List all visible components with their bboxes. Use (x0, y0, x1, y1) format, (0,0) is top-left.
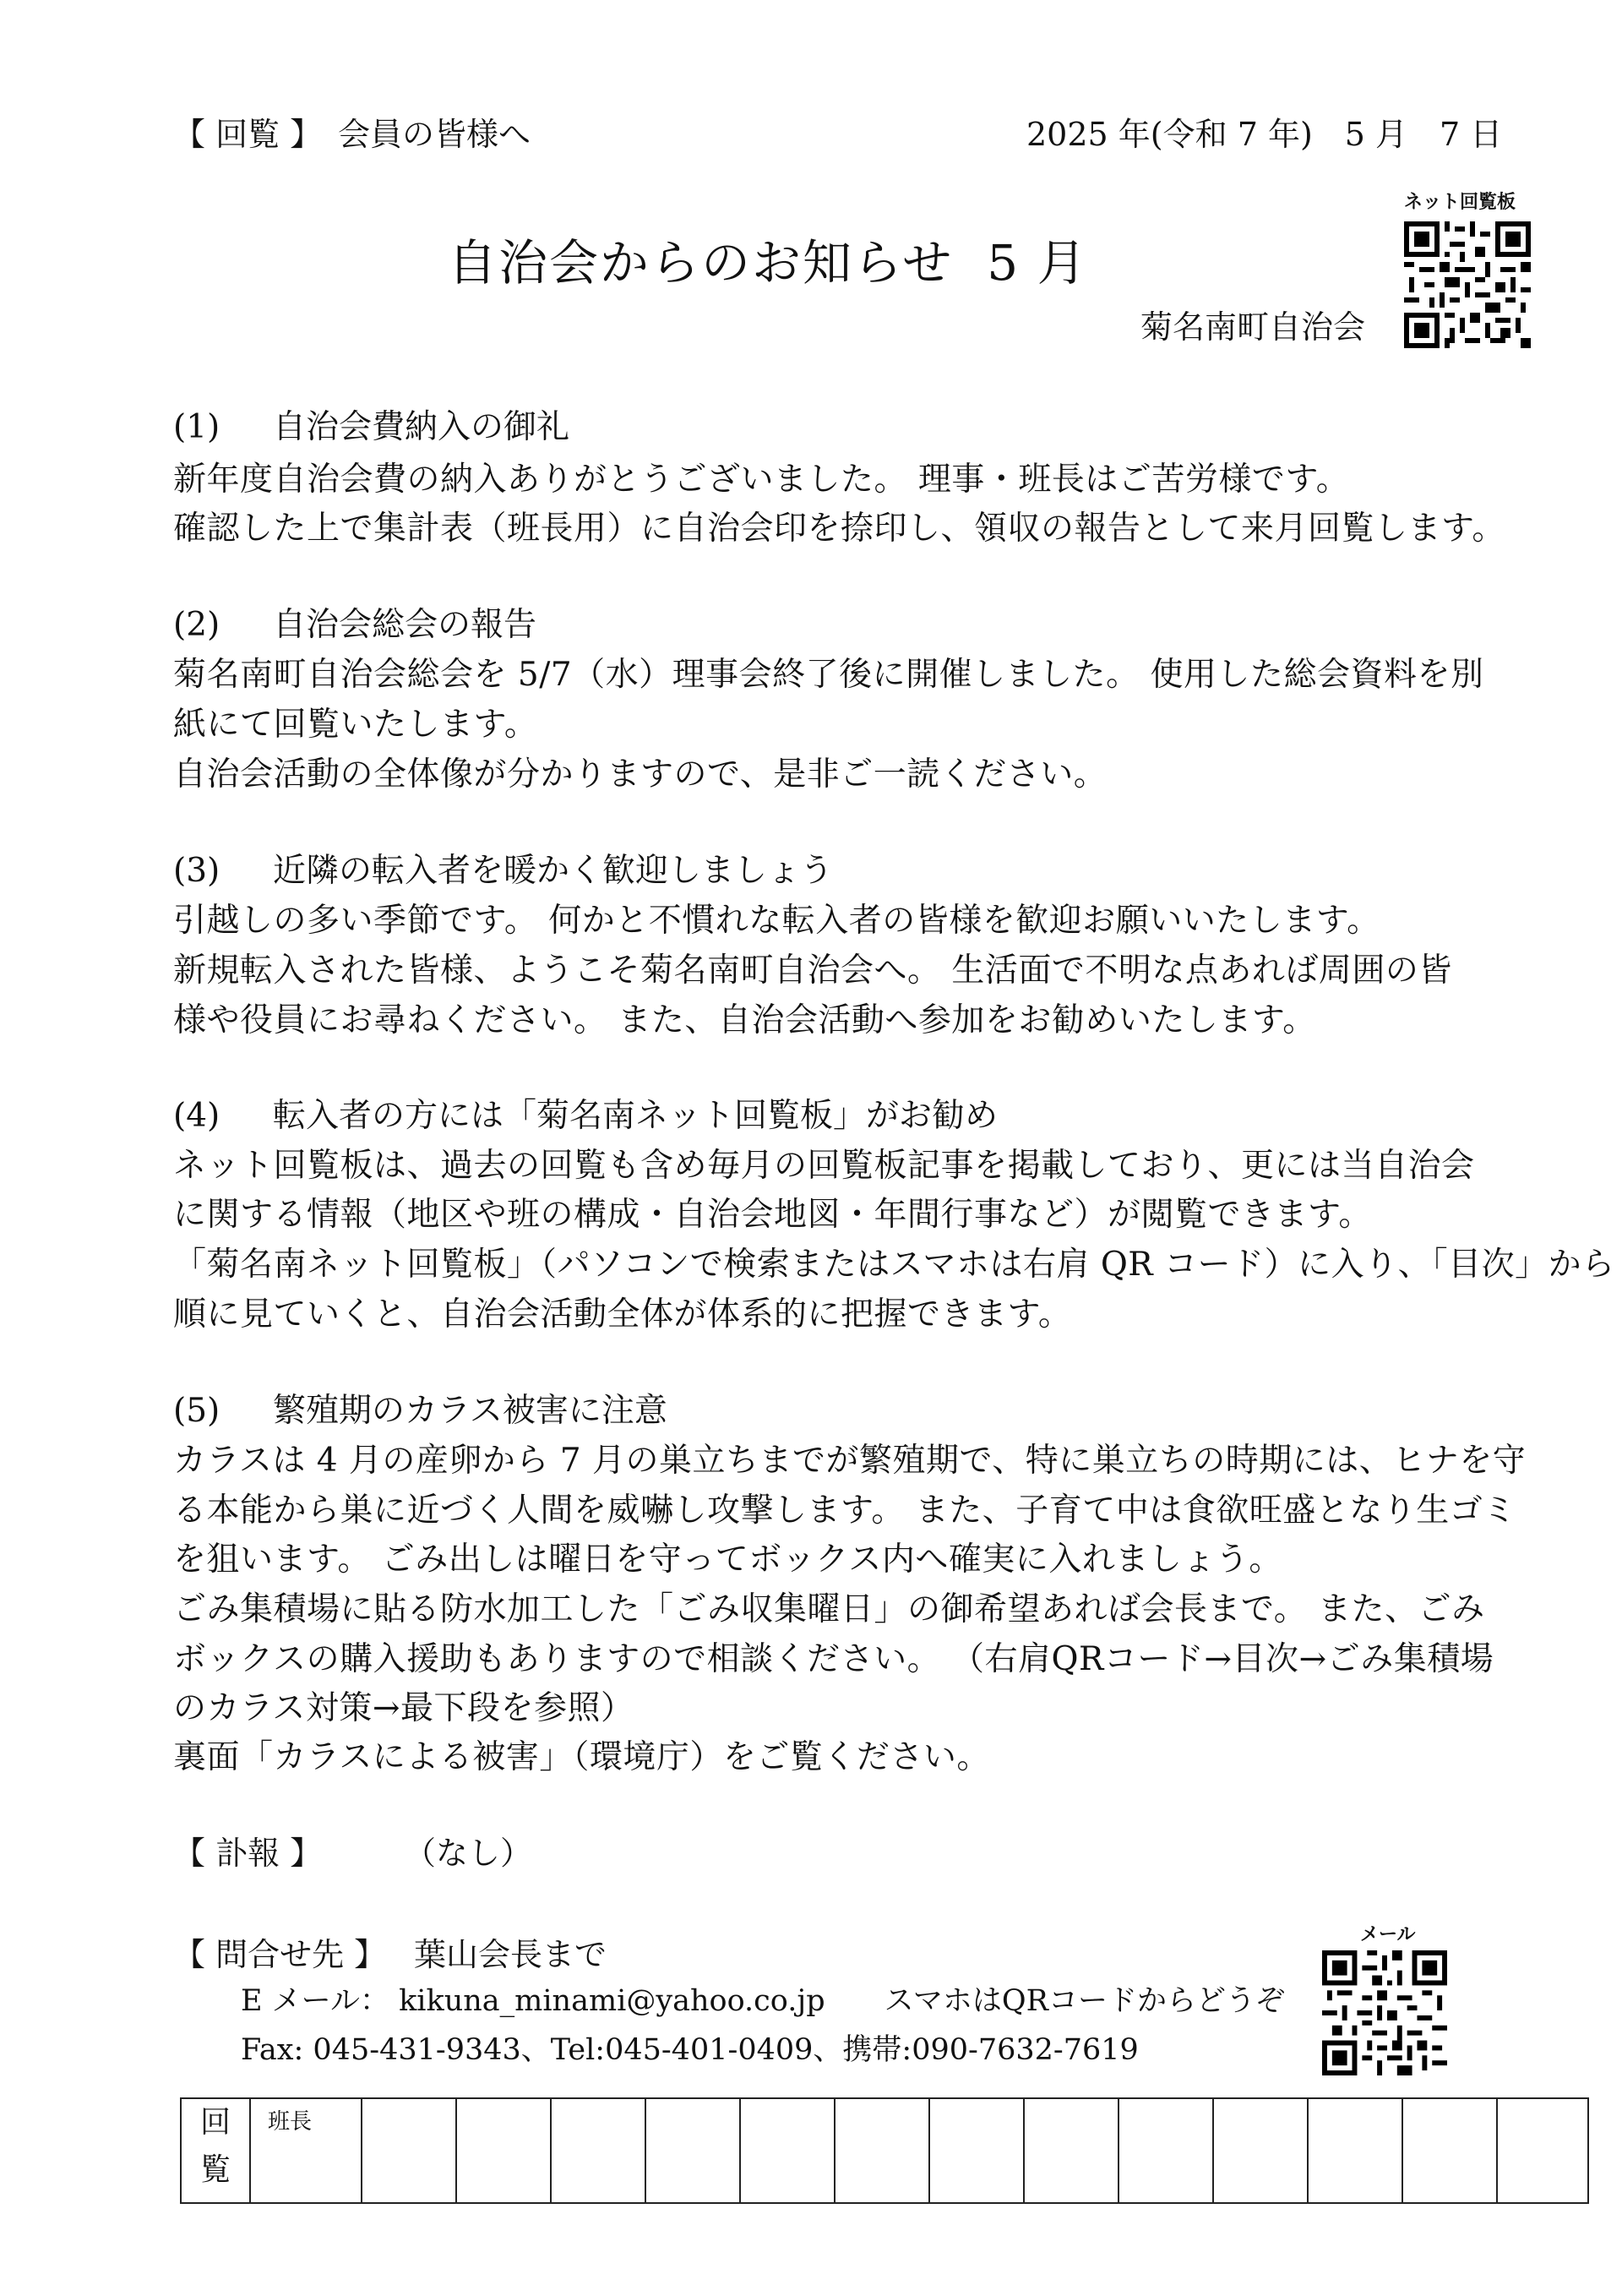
circulation-table (180, 2097, 1589, 2204)
section-3-line: 様や役員にお尋ねください。 また、自治会活動へ参加をお勧めいたします。 (173, 1001, 1316, 1039)
stamp-cell[interactable] (1308, 2098, 1402, 2203)
contact-person: 葉山会長まで (414, 1936, 607, 1973)
section-5-line: ボックスの購入援助もありますので相談ください。 （右肩QRコード→目次→ごみ集積場 (173, 1640, 1494, 1678)
section-title: 自治会費納入の御礼 (273, 408, 570, 446)
organization-name: 菊名南町自治会 (1140, 308, 1366, 346)
section-3-heading (173, 844, 833, 892)
circulation-head-cell (181, 2098, 250, 2203)
document-date: 2025 年(令和 7 年) 5 月 7 日 (1026, 116, 1503, 153)
section-number: (5) (173, 1392, 220, 1430)
contact-label: 【 問合せ先 】 (173, 1936, 387, 1973)
section-number: (1) (173, 408, 220, 446)
section-1-line: 確認した上で集計表（班長用）に自治会印を捺印し、領収の報告として来月回覧します。 (173, 510, 1505, 548)
circulation-head-char: 覧 (199, 2152, 231, 2187)
stamp-cell[interactable] (456, 2098, 551, 2203)
stamp-cell[interactable] (740, 2098, 835, 2203)
page-title-month: 5 月 (987, 234, 1088, 292)
stamp-cell[interactable] (362, 2098, 456, 2203)
stamp-cell[interactable] (645, 2098, 740, 2203)
circular-tag: 【 回覧 】 (173, 116, 323, 153)
obituary-value: （なし） (404, 1835, 533, 1872)
section-5-line: カラスは 4 月の産卵から 7 月の巣立ちまでが繁殖期で、特に巣立ちの時期には、ヒナを守 (173, 1442, 1527, 1480)
circulation-head-char: 回 (199, 2105, 231, 2140)
section-5-line: のカラス対策→最下段を参照） (173, 1689, 634, 1727)
stamp-cell[interactable] (1213, 2098, 1308, 2203)
page-title-main: 自治会からのお知らせ (448, 234, 954, 292)
circulation-head-label (182, 2099, 249, 2194)
addressee: 会員の皆様へ (338, 116, 531, 153)
section-3-line: 引越しの多い季節です。 何かと不慣れな転入者の皆様を歓迎お願いいたします。 (173, 902, 1380, 940)
qr-top-label: ネット回覧板 (1404, 192, 1516, 213)
stamp-cell[interactable] (1024, 2098, 1119, 2203)
section-2-line: 自治会活動の全体像が分かりますので、是非ご一読ください。 (173, 755, 1108, 794)
section-number: (2) (173, 606, 220, 644)
section-2-line: 菊名南町自治会総会を 5/7（水）理事会終了後に開催しました。 使用した総会資料を別 (173, 656, 1484, 694)
section-2-heading (173, 598, 536, 646)
stamp-cell[interactable] (551, 2098, 645, 2203)
section-5-line: る本能から巣に近づく人間を威嚇し攻撃します。 また、子育て中は食欲旺盛となり生ゴミ (173, 1492, 1516, 1530)
qr-code-icon[interactable] (1404, 221, 1531, 348)
section-4-line: 「菊名南ネット回覧板」（パソコンで検索またはスマホは右肩 QR コード）に入り、「目次」から (173, 1246, 1615, 1284)
stamp-cell[interactable] (1497, 2098, 1588, 2203)
section-number: (4) (173, 1097, 220, 1135)
qr-bottom-label: メール (1360, 1924, 1416, 1945)
section-number: (3) (173, 852, 220, 890)
section-title: 自治会総会の報告 (273, 606, 537, 644)
section-title: 繁殖期のカラス被害に注意 (273, 1392, 667, 1430)
section-1-line: 新年度自治会費の納入ありがとうございました。 理事・班長はご苦労様です。 (173, 461, 1350, 499)
stamp-cell[interactable] (835, 2098, 929, 2203)
section-5-heading (173, 1384, 667, 1432)
group-leader-cell[interactable]: 班長 (250, 2098, 362, 2203)
section-5-line: 裏面「カラスによる被害」（環境庁）をご覧ください。 (173, 1738, 990, 1776)
section-title: 転入者の方には「菊名南ネット回覧板」がお勧め (273, 1097, 999, 1135)
section-2-line: 紙にて回覧いたします。 (173, 706, 538, 744)
section-3-line: 新規転入された皆様、ようこそ菊名南町自治会へ。 生活面で不明な点あれば周囲の皆 (173, 952, 1452, 990)
stamp-cell[interactable] (929, 2098, 1024, 2203)
contact-email-line[interactable]: E メール： kikuna_minami@yahoo.co.jp スマホはQRコードからどうぞ (241, 1984, 1285, 2018)
table-row (181, 2098, 1588, 2203)
section-1-heading (173, 401, 569, 448)
page-title (448, 223, 1088, 294)
section-5-line: ごみ集積場に貼る防水加工した「ごみ収集曜日」の御希望あれば会長まで。 また、ごみ (173, 1590, 1485, 1628)
stamp-cell[interactable] (1119, 2098, 1213, 2203)
section-4-line: 順に見ていくと、自治会活動全体が体系的に把握できます。 (173, 1295, 1072, 1333)
stamp-cell[interactable] (1402, 2098, 1497, 2203)
section-4-line: ネット回覧板は、過去の回覧も含め毎月の回覧板記事を掲載しており、更には当自治会 (173, 1147, 1475, 1185)
contact-phone-line: Fax: 045-431-9343、Tel:045-401-0409、携帯:090-7632-7619 (241, 2033, 1139, 2067)
section-4-line: に関する情報（地区や班の構成・自治会地図・年間行事など）が閲覧できます。 (173, 1196, 1372, 1234)
section-4-heading (173, 1089, 998, 1137)
section-title: 近隣の転入者を暖かく歓迎しましょう (273, 852, 834, 890)
qr-code-icon[interactable] (1322, 1950, 1447, 2075)
obituary-label: 【 訃報 】 (173, 1835, 323, 1872)
section-5-line: を狙います。 ごみ出しは曜日を守ってボックス内へ確実に入れましょう。 (173, 1541, 1282, 1579)
